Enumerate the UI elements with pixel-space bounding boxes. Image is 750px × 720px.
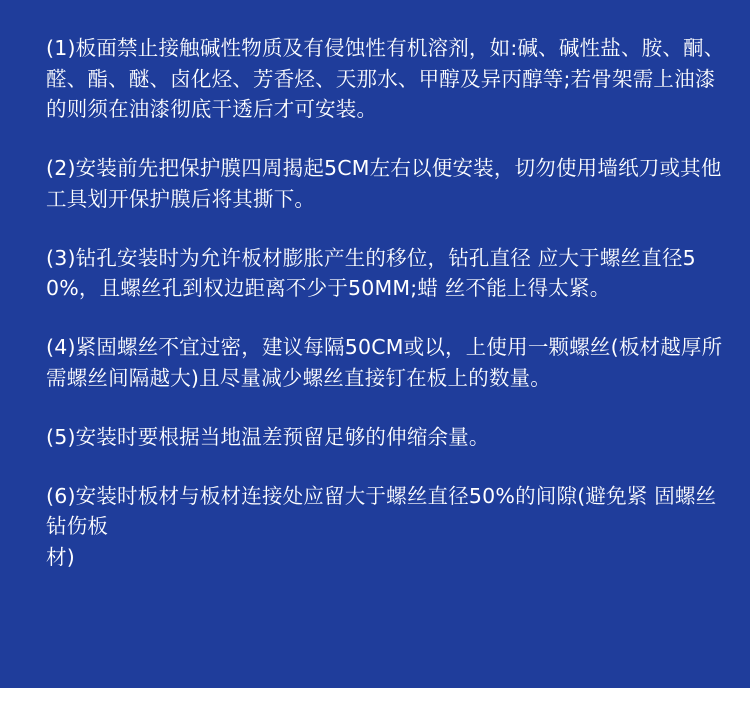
instruction-item-6: (6)安装时板材与板材连接处应留大于螺丝直径50%的间隙(避免紧 固螺丝钻伤板 材) [46, 483, 717, 569]
instruction-item-1: (1)板面禁止接触碱性物质及有侵蚀性有机溶剂，如:碱、碱性盐、胺、酮、醛、酯、醚、卤化烃、芳香烃、天那水、甲醇及异丙醇等;若骨架需上油漆的则须在油漆彻底干透后才可安装。 [46, 36, 725, 121]
instruction-item-3: (3)钻孔安装时为允许板材膨胀产生的移位，钻孔直径 应大于螺丝直径50%，且螺丝孔到权边距离不少于50MM;蜡 丝不能上得太紧。 [46, 245, 696, 300]
instruction-item-4: (4)紧固螺丝不宜过密，建议每隔50CM或以，上使用一颗螺丝(板材越厚所需螺丝间隔越大)且尽量减少螺丝直接钉在板上的数量。 [46, 335, 723, 390]
instruction-item-5: (5)安装时要根据当地温差预留足够的伸缩余量。 [46, 424, 490, 449]
instruction-item-2: (2)安装前先把保护膜四周揭起5CM左右以便安装，切勿使用墙纸刀或其他工具划开保护膜后将其撕下。 [46, 156, 722, 211]
